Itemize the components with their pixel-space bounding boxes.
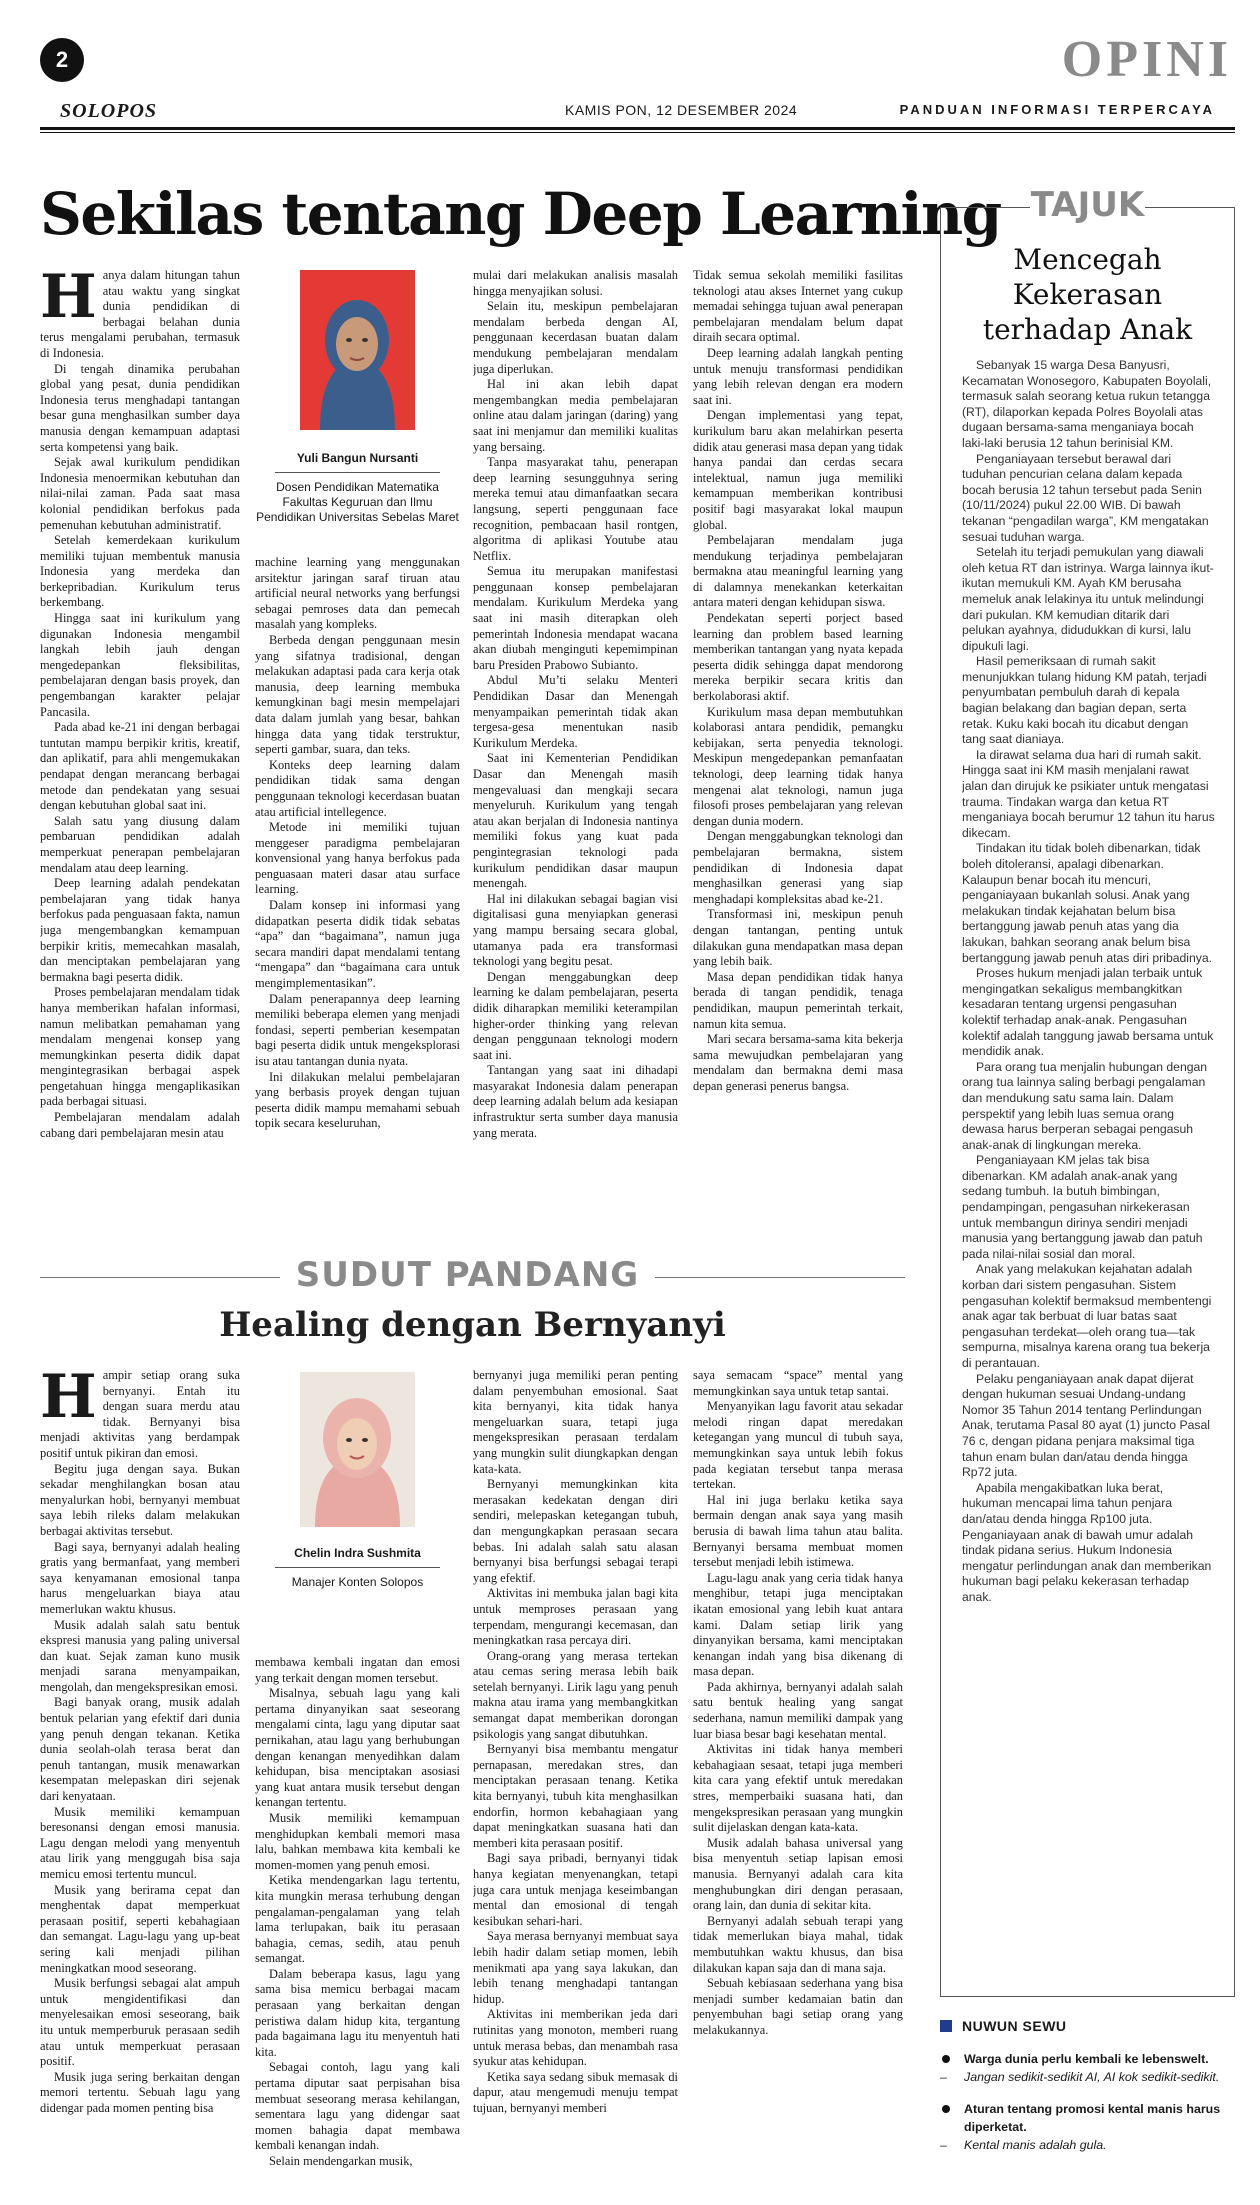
paragraph: Apabila mengakibatkan luka berat, hukuman mencapai lima tahun penjara dan/atau denda hingga Rp100 juta. Penganiayaan anak di bawah umur adalah tindak pidana serius. Hukum Indonesia mengatur perlindungan anak dan memberikan hukuman bagi pelaku kekerasan terhadap anak.	[962, 1480, 1212, 1604]
editorial-title: Mencegah Kekerasan terhadap Anak	[982, 243, 1193, 346]
nuwun-sewu-heading	[940, 2018, 1067, 2034]
paragraph: Musik juga sering berkaitan dengan memori tertentu. Sebuah lagu yang didengar pada momen penting bisa	[40, 2069, 240, 2115]
article-column-4	[693, 268, 903, 1243]
paragraph: Transformasi ini, meskipun penuh dengan tantangan, penting untuk dilakukan guna mendapatkan masa depan yang lebih baik.	[693, 907, 903, 969]
issue-date: KAMIS PON, 12 DESEMBER 2024	[565, 102, 798, 118]
paragraph: Selain itu, meskipun pembelajaran mendalam berbeda dengan AI, penggunaan kecerdasan buatan dalam mendukung pembelajaran mendalam juga diperlukan.	[473, 299, 678, 376]
paragraph: Berbeda dengan penggunaan mesin yang sifatnya tradisional, dengan melakukan adaptasi pada cara kerja otak manusia, deep learning membuka kemungkinan bagi mesin mempelajari data dalam jumlah yang besar, bahkan hingga data yang tidak terstruktur, seperti gambar, suara, dan teks.	[255, 632, 460, 757]
paragraph: Misalnya, sebuah lagu yang kali pertama dinyanyikan saat seseorang mengalami cinta, lagu yang diputar saat pernikahan, atau lagu yang berhubungan dengan kenangan menyedihkan dalam kehidupan, bisa menciptakan asosiasi yang kuat antara musik tersebut dengan kenangan tertentu.	[255, 1686, 460, 1810]
author-name: Yuli Bangun Nursanti	[296, 451, 419, 465]
paragraph: Ini dilakukan melalui pembelajaran yang berbasis proyek dengan tujuan peserta didik mampu memahami sebuah topik secara keseluruhan,	[255, 1069, 460, 1131]
article-column-3	[473, 268, 678, 1243]
columnist-portrait-icon	[300, 1372, 415, 1527]
paragraph: Setelah itu terjadi pemukulan yang diawali oleh ketua RT dan istrinya. Warga lainnya ikut-ikutan memukuli KM. Ayah KM berusaha memeluk anak lelakinya itu untuk melindungi dari pukulan. KM kemudian ditarik dari pelukan ayahnya, didudukkan di kursi, lalu dipukuli lagi.	[962, 545, 1214, 653]
masthead	[40, 100, 1235, 126]
paragraph: Tindakan itu tidak boleh dibenarkan, tidak boleh ditoleransi, apalagi dibenarkan. Kalaupun benar bocah itu mencuri, penganiayaan bukanlah solusi. Anak yang melakukan tindak kejahatan belum bisa bertanggung jawab penuh atas yang dia lakukan, bahkan seorang anak belum bisa bertanggung jawab penuh atas diri pribadinya.	[962, 841, 1213, 965]
column-text-2	[255, 1655, 460, 2188]
paragraph: anya dalam hitungan tahun atau waktu yang singkat dunia pendidikan di berbagai belahan dunia terus mengalami perubahan, termasuk di Indonesia.	[40, 268, 240, 360]
paragraph: bernyanyi juga memiliki peran penting dalam penyembuhan emosional. Saat kita bernyanyi, kita tidak hanya mengeluarkan suara, tetapi juga mengekspresikan perasaan terdalam yang mungkin sulit diungkapkan dengan kata-kata.	[473, 1368, 678, 1476]
section-label: OPINI	[1061, 31, 1232, 88]
paragraph: Musik memiliki kemampuan beresonansi dengan emosi manusia. Lagu dengan melodi yang menyentuh atau lirik yang menggugah bisa saja memicu emosi tertentu muncul.	[40, 1804, 240, 1881]
paragraph: Musik berfungsi sebagai alat ampuh untuk mengidentifikasi dan menyelesaikan emosi seseorang, baik itu untuk memperburuk perasaan sedih atau untuk memperkuat perasaan positif.	[40, 1976, 240, 2069]
paragraph: Aktivitas ini memberikan jeda dari rutinitas yang monoton, memberi ruang untuk merasa bebas, dan menambah rasa syukur atas kehidupan.	[473, 2007, 678, 2069]
header-divider	[40, 127, 1235, 133]
dash-icon: –	[940, 2070, 947, 2084]
paragraph: Sebuah kebiasaan sederhana yang bisa menjadi sumber kedamaian batin dan penyembuhan bagi setiap orang yang melakukannya.	[693, 1976, 903, 2037]
paragraph-list	[962, 358, 1215, 1606]
paragraph: Abdul Mu’ti selaku Menteri Pendidikan Dasar dan Menengah menyampaikan pemerintah tidak akan tergesa-gesa menentukan nasib Kurikulum Merdeka.	[473, 673, 678, 750]
paragraph: Bernyanyi memungkinkan kita merasakan kedekatan dengan diri sendiri, melepaskan ketegangan tubuh, dan mengungkapkan perasaan secara bebas. Ini adalah salah satu alasan bernyanyi bisa berfungsi sebagai terapi yang efektif.	[473, 1477, 678, 1585]
paragraph: Aktivitas ini membuka jalan bagi kita untuk memproses perasaan yang terpendam, mengurangi kecemasan, dan meningkatkan rasa percaya diri.	[473, 1586, 678, 1648]
column-text-1	[40, 1368, 240, 2188]
paragraph: Ia dirawat selama dua hari di rumah sakit. Hingga saat ini KM masih menjalani rawat jalan dan dirujuk ke psikiater untuk mengatasi trauma. Tindakan warga dan ketua RT menganiaya bocah berumur 12 tahun itu harus dikecam.	[962, 747, 1215, 840]
nuwun-sewu-title: NUWUN SEWU	[962, 2018, 1067, 2034]
paragraph-list	[40, 1368, 240, 2117]
paragraph: Bernyanyi bisa membantu mengatur pernapasan, meredakan stres, dan menciptakan perasaan tenang. Ketika kita bernyanyi, tubuh kita menghasilkan endorfin, hormon kebahagiaan yang dapat meningkatkan suasana hati dan memberi kita perasaan positif.	[473, 1742, 678, 1850]
paragraph: Sebanyak 15 warga Desa Banyusri, Kecamatan Wonosegoro, Kabupaten Boyolali, termasuk salah seorang ketua rukun tetangga (RT), dilaporkan kepada Polres Boyolali atas dugaan bersama-sama menganiaya bocah laki-laki berusia 12 tahun berinisial KM.	[962, 358, 1212, 450]
author-role: Dosen Pendidikan Matematika Fakultas Keguruan dan Ilmu Pendidikan Universitas Sebelas Maret	[256, 480, 459, 524]
paragraph: Tantangan yang saat ini dihadapi masyarakat Indonesia dalam penerapan deep learning adalah belum ada kesiapan infrastruktur serta sumber daya manusia yang merata.	[473, 1063, 678, 1140]
newspaper-logo: SOLOPOS	[60, 100, 158, 122]
paragraph: Setelah kemerdekaan kurikulum memiliki tujuan membentuk manusia Indonesia yang merdeka dan berkepribadian. Kurikulum terus berkembang.	[40, 533, 240, 610]
paragraph: Salah satu yang diusung dalam pembaruan pendidikan adalah memperkuat penerapan pembelajaran mendalam atau deep learning.	[40, 813, 240, 875]
nuwun-sewu-item	[940, 2100, 1235, 2154]
columnist-name: Chelin Indra Sushmita	[294, 1546, 421, 1560]
paragraph: Hal ini dilakukan sebagai bagian visi digitalisasi guna menyiapkan generasi yang mampu bersaing secara global, utamanya pada era transformasi teknologi yang begitu pesat.	[473, 891, 678, 969]
paragraph: Orang-orang yang merasa tertekan atau cemas sering merasa lebih baik setelah bernyanyi. Lirik lagu yang penuh makna atau irama yang membangkitkan semangat dapat memberikan dorongan psikologis yang sangat dibutuhkan.	[473, 1648, 678, 1741]
editorial-body	[962, 358, 1215, 1978]
nuwun-reply: Jangan sedikit-sedikit AI, AI kok sedikit-sedikit.	[964, 2070, 1220, 2084]
paragraph: Musik memiliki kemampuan menghidupkan kembali memori masa lalu, bahkan membawa kita kembali ke momen-momen yang penuh emosi.	[255, 1810, 460, 1872]
paragraph: Metode ini memiliki tujuan menggeser paradigma pembelajaran konvensional yang hanya berfokus pada penguasaan materi dasar atau surface learning.	[255, 820, 460, 897]
paragraph: Deep learning adalah pendekatan pembelajaran yang tidak hanya berfokus pada penguasaan fakta, namun juga mengembangkan kemampuan berpikir kritis, memecahkan masalah, dan menciptakan pembelajaran yang bermakna bagi peserta didik.	[40, 876, 240, 984]
paragraph: Sebagai contoh, lagu yang kali pertama diputar saat perpisahan bisa membuat seseorang merasa kehilangan, sementara lagu yang didengar saat momen bahagia dapat membawa kembali kenangan indah.	[255, 2060, 460, 2153]
paragraph: Semua itu merupakan manifestasi penggunaan konsep pembelajaran mendalam. Kurikulum Merdeka yang saat ini masih diterapkan oleh pemerintah Indonesia mendapat wacana akan diubah menginguti kepemimpinan baru Presiden Prabowo Subianto.	[473, 564, 678, 672]
paragraph: Bagi saya, bernyanyi adalah healing gratis yang bermanfaat, yang memberi saya kenyamanan emosional tanpa harus mengeluarkan biaya atau memerlukan waktu khusus.	[40, 1539, 240, 1616]
author-photo	[300, 270, 415, 430]
paragraph: Ketika saya sedang sibuk memasak di dapur, atau mengemudi menuju tempat tujuan, bernyanyi memberi	[473, 2069, 678, 2115]
article-column-1	[40, 268, 240, 1243]
paragraph: Masa depan pendidikan tidak hanya berada di tangan pendidik, tenaga pendidikan, maupun pemerintah terkait, namun kita semua.	[693, 969, 903, 1031]
paragraph: Tanpa masyarakat tahu, penerapan deep learning sesungguhnya sering mereka temui atau dimanfaatkan secara langsung, seperti penggunaan face recognition, pembacaan hasil rontgen, algoritma di aplikasi Youtube atau Netflix.	[473, 455, 678, 563]
nuwun-reply-wrap	[940, 2068, 1235, 2086]
paragraph: saya semacam “space” mental yang memungkinkan saya untuk tetap santai.	[693, 1368, 903, 1398]
paragraph: Para orang tua menjalin hubungan dengan orang tua lainnya saling berbagi pengalaman dan mendukung satu sama lain. Dalam perspektif yang lebih luas semua orang dewasa harus berperan sebagai pengasuh anak-anak di lingkungan mereka.	[962, 1059, 1208, 1152]
paragraph: Lagu-lagu anak yang ceria tidak hanya menghibur, tetapi juga menciptakan ikatan emosional yang lebih kuat antara kami. Dalam setiap lirik yang dinyanyikan bersama, kami menciptakan kenangan indah yang bisa dikenang di masa depan.	[693, 1570, 903, 1679]
nuwun-statement: Warga dunia perlu kembali ke lebenswelt.	[964, 2052, 1209, 2066]
paragraph: Proses hukum menjadi jalan terbaik untuk mengingatkan sekaligus membangkitkan kesadaran tentang urgensi pengasuhan kolektif terhadap anak-anak. Pengasuhan kolektif adalah tanggung jawab bersama untuk mendidik anak.	[962, 966, 1214, 1059]
paragraph: Hingga saat ini kurikulum yang digunakan Indonesia mengambil langkah lebih jauh dengan mengedepankan fleksibilitas, pembelajaran dengan basis proyek, dan pengembangan karakter pelajar Pancasila.	[40, 611, 240, 719]
column-text-3	[473, 1368, 678, 2188]
paragraph: Musik adalah bahasa universal yang bisa menyentuh setiap lapisan emosi manusia. Bernyanyi adalah cara kita menghubungkan diri dengan perasaan, orang lain, dan dunia di sekitar kita.	[693, 1835, 903, 1913]
paragraph: membawa kembali ingatan dan emosi yang terkait dengan momen tersebut.	[255, 1655, 460, 1685]
paragraph: Tidak semua sekolah memiliki fasilitas teknologi atau akses Internet yang cukup memadai sehingga tujuan awal penerapan pembelajaran mendalam belum dapat diraih secara optimal.	[693, 268, 903, 345]
section-title: SUDUT PANDANG	[295, 1255, 640, 1295]
editorial-label: TAJUK	[1030, 185, 1145, 225]
paragraph: Pembelajaran mendalam juga mendukung terjadinya pembelajaran bermakna atau meaningful learning yang di dalamnya menekankan keterkaitan antara materi dengan kehidupan siswa.	[693, 533, 903, 610]
paragraph: Selain mendengarkan musik,	[269, 2154, 413, 2168]
paragraph: Di tengah dinamika perubahan global yang pesat, dunia pendidikan Indonesia terus menghadapi tantangan besar guna menghasilkan sumber daya manusia dengan kemampuan adaptasi serta kompetensi yang baik.	[40, 361, 240, 454]
paragraph: Mari secara bersama-sama kita bekerja sama mewujudkan pembelajaran yang mendalam dan bermakna demi masa depan generasi penerus bangsa.	[693, 1032, 903, 1093]
paragraph: Deep learning adalah langkah penting untuk menuju transformasi pendidikan yang lebih relevan dengan era modern saat ini.	[693, 345, 903, 407]
nuwun-sewu-item	[940, 2050, 1235, 2086]
paragraph: Dengan menggabungkan teknologi dan pembelajaran bermakna, sistem pendidikan di Indonesia dapat menghasilkan generasi yang siap menghadapi kompleksitas abad ke-21.	[693, 829, 903, 906]
columnist-photo	[300, 1372, 415, 1527]
paragraph: Bernyanyi adalah sebuah terapi yang tidak memerlukan biaya mahal, tidak membutuhkan waktu khusus, dan bisa dilakukan kapan saja dan di mana saja.	[693, 1913, 903, 1975]
columnist-divider	[275, 1567, 440, 1568]
paragraph: Saya merasa bernyanyi membuat saya lebih hadir dalam setiap momen, lebih menikmati apa yang saya lakukan, dan lebih tenang menghadapi tantangan hidup.	[473, 1929, 678, 2006]
paragraph-list	[40, 268, 240, 1141]
paragraph: Dalam penerapannya deep learning memiliki beberapa elemen yang menjadi fondasi, seperti pemberian kesempatan bagi peserta didik untuk mengeksplorasi isu atau tantangan dunia nyata.	[255, 991, 460, 1068]
paragraph: machine learning yang menggunakan arsitektur jaringan saraf tiruan atau artificial neural networks yang berfungsi sebagai pemroses data dan pemecah masalah yang kompleks.	[255, 555, 460, 632]
paragraph: ampir setiap orang suka bernyanyi. Entah itu dengan suara merdu atau tidak. Bernyanyi bisa menjadi aktivitas yang berdampak positif untuk pikiran dan emosi.	[40, 1368, 240, 1460]
paragraph: Dalam beberapa kasus, lagu yang sama bisa memicu berbagai macam perasaan yang berkaitan dengan peristiwa dalam hidup kita, tergantung pada bagaimana lagu itu menyentuh hati kita.	[255, 1966, 460, 2059]
paragraph: mulai dari melakukan analisis masalah hingga menyajikan solusi.	[473, 268, 678, 298]
paragraph: Pembelajaran mendalam adalah cabang dari pembelajaran mesin atau	[40, 1110, 240, 1140]
paragraph: Bagi saya pribadi, bernyanyi tidak hanya kegiatan menyenangkan, tetapi juga cara untuk menjaga keseimbangan mental dan emosional di tengah kesibukan sehari-hari.	[473, 1851, 678, 1928]
tagline: PANDUAN INFORMASI TERPERCAYA	[899, 102, 1215, 117]
paragraph: Pada akhirnya, bernyanyi adalah salah satu bentuk healing yang sangat sederhana, namun memiliki dampak yang luar biasa besar bagi kesehatan mental.	[693, 1679, 903, 1741]
paragraph: Hal ini juga berlaku ketika saya bermain dengan anak saya yang masih berusia di bawah lima tahun atau balita. Bernyanyi bersama membuat momen tersebut menjadi lebih istimewa.	[693, 1492, 903, 1570]
paragraph: Proses pembelajaran mendalam tidak hanya memberikan hafalan informasi, namun melibatkan pemahaman yang mendalam mengenai konsep yang memungkinkan peserta didik dapat mengintegrasikan berbagai aspek pengetahuan hingga mengaplikasikan pada berbagai situasi.	[40, 985, 240, 1109]
column-text-4	[693, 1368, 903, 2188]
author-portrait-icon	[300, 270, 415, 430]
nuwun-reply-wrap	[940, 2136, 1235, 2154]
bullet-icon	[942, 2105, 950, 2113]
section-rule-right	[655, 1277, 905, 1278]
paragraph: Pendekatan seperti porject based learning dan problem based learning memberikan tantangan yang nyata kepada peserta didik sehingga dapat mendorong mereka berpikir secara kritis dan berkolaborasi aktif.	[693, 611, 903, 704]
paragraph: Hasil pemeriksaan di rumah sakit menunjukkan tulang hidung KM patah, terjadi penyumbatan pembuluh darah di kepala bagian belakang dan bagian depan, serta retak. Kuku kaki bocah itu dicabut dengan tang saat dianiaya.	[962, 654, 1207, 747]
drop-cap: H	[40, 1368, 97, 1432]
paragraph: Saat ini Kementerian Pendidikan Dasar dan Menengah masih mengevaluasi dan mengkaji secara menyeluruh. Kurikulum yang tengah atau akan berjalan di Indonesia nantinya memiliki fokus yang kuat pada pengintegrasian teknologi pada kurikulum pendidikan dasar maupun menengah.	[473, 751, 678, 891]
bullet-icon	[942, 2055, 950, 2063]
paragraph: Pada abad ke-21 ini dengan berbagai tuntutan mampu berpikir kritis, kreatif, dan aplikatif, para ahli mengemukakan pendapat dengan merancang berbagai metode dan pendekatan yang sesuai dengan kebutuhan global saat ini.	[40, 720, 240, 813]
paragraph-list	[693, 1368, 903, 2039]
paragraph-list	[255, 1655, 460, 2170]
paragraph-list	[693, 268, 903, 1094]
paragraph: Menyanyikan lagu favorit atau sekadar melodi ringan dapat meredakan ketegangan yang muncul di tubuh saya, memungkinkan saya untuk lebih fokus pada kegiatan tersebut tanpa merasa tertekan.	[693, 1399, 903, 1492]
paragraph: Musik yang berirama cepat dan menghentak dapat memperkuat perasaan positif, seperti kebahagiaan dan semangat. Lagu-lagu yang up-beat sering kali menjadi pilihan meningkatkan mood seseorang.	[40, 1882, 240, 1975]
paragraph: Bagi banyak orang, musik adalah bentuk pelarian yang efektif dari dunia yang penuh dengan tekanan. Ketika dunia seolah-olah terasa berat dan penuh tantangan, musik menawarkan kesempatan melepaskan diri sejenak dari kenyataan.	[40, 1695, 240, 1804]
dash-icon: –	[940, 2138, 947, 2152]
paragraph: Penganiayaan KM jelas tak bisa dibenarkan. KM adalah anak-anak yang sedang tumbuh. Ia butuh bimbingan, pendampingan, pengasuhan nirkekerasan untuk membangun dirinya sendiri menjadi manusia yang bertanggung jawab dan patuh pada nilai-nilai sosial dan moral.	[962, 1153, 1203, 1261]
paragraph-list	[255, 555, 460, 1132]
paragraph: Dalam konsep ini informasi yang didapatkan peserta didik tidak sebatas “apa” dan “bagaimana”, namun juga secara mandiri dapat mendalami tentang “mengapa” dan “bagaimana cara untuk mengimplementasikan”.	[255, 898, 460, 991]
paragraph: Musik adalah salah satu bentuk ekspresi manusia yang paling universal dan kuat. Sejak zaman kuno musik menjadi sarana menyampaikan, mengolah, dan mengekspresikan emosi.	[40, 1617, 240, 1694]
paragraph: Aktivitas ini tidak hanya memberi kebahagiaan sesaat, tetapi juga memberi kita cara yang efektif untuk meredakan stres, memperbaiki suasana hati, dan mengekspresikan perasaan yang mungkin sulit dijelaskan dengan kata-kata.	[693, 1742, 903, 1835]
main-headline: Sekilas tentang Deep Learning	[40, 180, 1001, 248]
paragraph: Konteks deep learning dalam pendidikan tidak sama dengan penggunaan teknologi kecerdasan buatan atau artificial intellegence.	[255, 757, 460, 819]
nuwun-sewu-list	[940, 2050, 1235, 2168]
columnist-role: Manajer Konten Solopos	[291, 1575, 424, 1589]
paragraph: Dengan menggabungkan deep learning ke dalam pembelajaran, peserta didik diharapkan memiliki keterampilan higher-order thinking yang relevan dengan penggunaan teknologi modern saat ini.	[473, 969, 678, 1062]
paragraph: Anak yang melakukan kejahatan adalah korban dari sistem pengasuhan. Sistem pengasuhan kolektif bermaksud membentengi anak agar tak berbuat di luar batas saat pengasuhan terdekat—oleh orang tua—tak sempurna, misalnya karena orang tua bekerja di perantauan.	[962, 1262, 1212, 1370]
paragraph: Pelaku penganiayaan anak dapat dijerat dengan hukuman sesuai Undang-undang Nomor 35 Tahun 2014 tentang Perlindungan Anak, terutama Pasal 80 ayat (1) juncto Pasal 76 c, dengan pidana penjara maksimal tiga tahun enam bulan dan/atau denda hingga Rp72 juta.	[962, 1371, 1210, 1480]
nuwun-reply: Kental manis adalah gula.	[964, 2138, 1107, 2152]
article-column-2	[255, 555, 460, 1243]
paragraph: Hal ini akan lebih dapat mengembangkan media pembelajaran online atau dalam jaringan (daring) yang saat ini menjamur dan memiliki kualitas yang bersaing.	[473, 377, 678, 454]
paragraph: Ketika mendengarkan lagu tertentu, kita mungkin merasa terhubung dengan pengalaman-pengalaman yang telah lama terlupakan, baik itu perasaan bahagia, cemas, sedih, atau penuh semangat.	[255, 1873, 460, 1966]
paragraph-list	[473, 268, 678, 1141]
paragraph-list	[473, 1368, 678, 2117]
nuwun-statement: Aturan tentang promosi kental manis harus diperketat.	[964, 2102, 1221, 2134]
paragraph: Dengan implementasi yang tepat, kurikulum baru akan melahirkan peserta didik atau generasi masa depan yang tidak hanya pandai dan cerdas secara intelektual, namun juga memiliki kemampuan memberikan kontribusi positif bagi masyarakat lokal maupun global.	[693, 408, 903, 532]
column-headline: Healing dengan Bernyanyi	[219, 1305, 726, 1345]
drop-cap: H	[40, 268, 97, 332]
paragraph: Penganiayaan tersebut berawal dari tuduhan pencurian celana dalam kepada bocah berusia 12 tahun tersebut pada Senin (10/11/2024) pukul 22.00 WIB. Di bawah tekanan “pengadilan warga”, KM mengatakan sesuai tuduhan warga.	[962, 451, 1209, 544]
paragraph: Kurikulum masa depan membutuhkan kolaborasi antara pendidik, pemangku kebijakan, serta penyedia teknologi. Meskipun mengedepankan pemanfaatan teknologi, deep learning tidak hanya mengenai alat teknologi, namun juga filosofi proses pembelajaran yang relevan dengan dunia modern.	[693, 704, 903, 828]
paragraph: Sejak awal kurikulum pendidikan Indonesia menoermikan kebutuhan dan nilai-nilai zaman. Pada saat masa kolonial pendidikan berfokus pada pemenuhan kebutuhan administratif.	[40, 455, 240, 532]
section-rule-left	[40, 1277, 280, 1278]
paragraph: Begitu juga dengan saya. Bukan sekadar menghilangkan bosan atau menyalurkan hobi, bernyanyi membuat saya lebih rileks dalam melakukan berbagai aktivitas tersebut.	[40, 1461, 240, 1538]
square-bullet-icon	[940, 2020, 952, 2032]
page-number: 2	[40, 38, 84, 82]
author-divider	[275, 472, 440, 473]
